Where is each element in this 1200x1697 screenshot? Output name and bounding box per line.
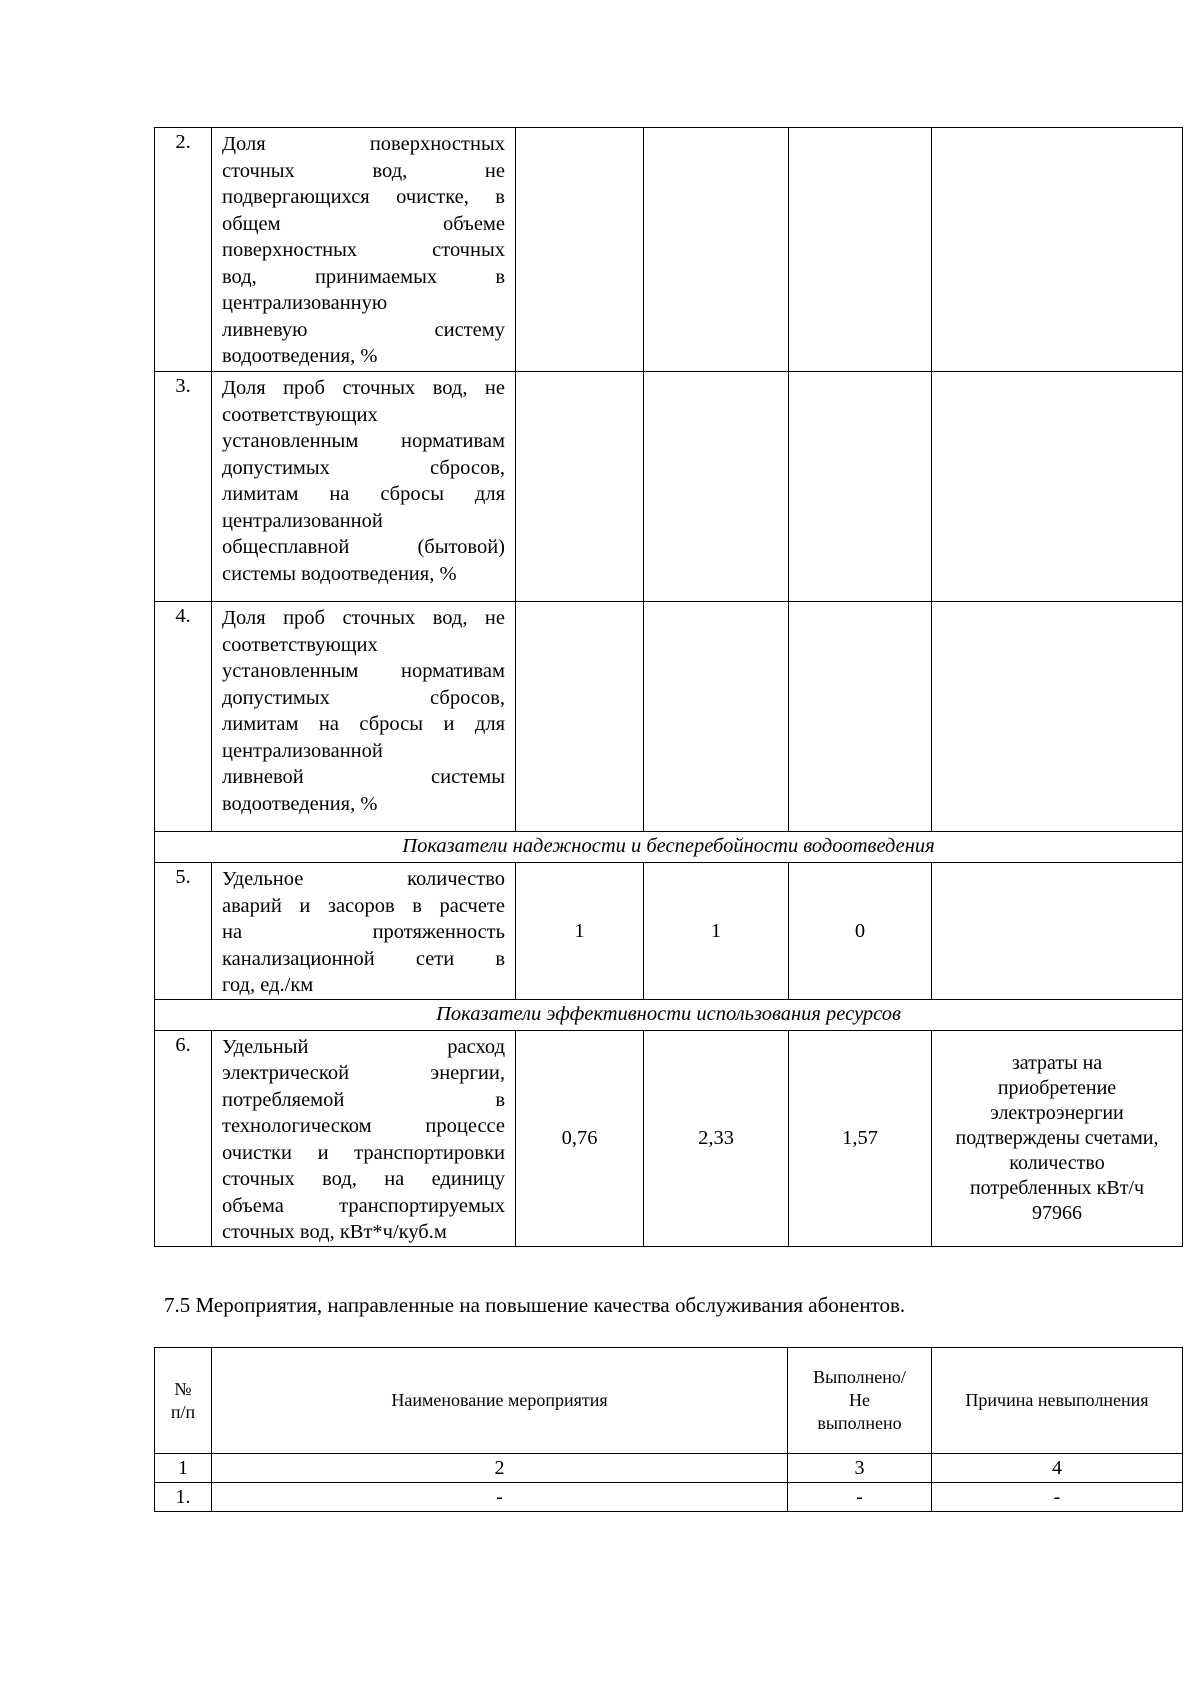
row-number: 6. <box>155 1030 212 1246</box>
column-number: 1 <box>155 1454 212 1483</box>
table-row <box>155 1483 1183 1512</box>
row-number: 1. <box>155 1483 212 1512</box>
section-title-efficiency: Показатели эффективности использования ресурсов <box>155 999 1183 1030</box>
indicator-name: Доля поверхностных сточных вод, не подвергающихся очистке, в общем объеме поверхностных сточных вод, принимаемых в централизованную ливневую систему водоотведения, % <box>212 128 516 372</box>
column-number-row <box>155 1454 1183 1483</box>
value-cell: 1 <box>516 863 644 1000</box>
indicator-name: Доля проб сточных вод, не соответствующих установленным нормативам допустимых сбросов, лимитам на сбросы для централизованной общесплавной (бытовой) системы водоотведения, % <box>212 372 516 602</box>
note-cell: затраты на приобретение электроэнергии подтверждены счетами, количество потребленных кВт/ч 97966 <box>932 1030 1183 1246</box>
value-cell <box>644 128 789 372</box>
header-done: Выполнено/ Не выполнено <box>788 1348 932 1454</box>
indicators-table <box>154 127 1183 1247</box>
table-row <box>155 372 1183 602</box>
row-number: 2. <box>155 128 212 372</box>
measure-reason: - <box>932 1483 1183 1512</box>
section-title-reliability: Показатели надежности и бесперебойности водоотведения <box>155 832 1183 863</box>
section-heading: 7.5 Мероприятия, направленные на повышение качества обслуживания абонентов. <box>164 1293 906 1317</box>
value-cell <box>789 128 932 372</box>
column-number: 3 <box>788 1454 932 1483</box>
header-num: № п/п <box>155 1348 212 1454</box>
value-cell: 1,57 <box>789 1030 932 1246</box>
header-row <box>155 1348 1183 1454</box>
note-cell <box>932 602 1183 832</box>
measures-table <box>154 1347 1183 1512</box>
note-cell <box>932 863 1183 1000</box>
table-row <box>155 1030 1183 1246</box>
indicator-name: Удельный расход электрической энергии, потребляемой в технологическом процессе очистки и транспортировки сточных вод, на единицу объема транспортируемых сточных вод, кВт*ч/куб.м <box>212 1030 516 1246</box>
column-number: 4 <box>932 1454 1183 1483</box>
value-cell: 0 <box>789 863 932 1000</box>
section-row <box>155 832 1183 863</box>
value-cell <box>644 602 789 832</box>
table-row <box>155 602 1183 832</box>
value-cell <box>516 602 644 832</box>
column-number: 2 <box>212 1454 788 1483</box>
value-cell <box>516 372 644 602</box>
row-number: 5. <box>155 863 212 1000</box>
indicator-name: Доля проб сточных вод, не соответствующих установленным нормативам допустимых сбросов, лимитам на сбросы и для централизованной ливневой системы водоотведения, % <box>212 602 516 832</box>
value-cell: 0,76 <box>516 1030 644 1246</box>
value-cell <box>644 372 789 602</box>
header-name: Наименование мероприятия <box>212 1348 788 1454</box>
note-cell <box>932 372 1183 602</box>
table-row <box>155 128 1183 372</box>
indicator-name: Удельное количество аварий и засоров в расчете на протяженность канализационной сети в год, ед./км <box>212 863 516 1000</box>
value-cell: 2,33 <box>644 1030 789 1246</box>
value-cell <box>516 128 644 372</box>
measure-done: - <box>788 1483 932 1512</box>
value-cell <box>789 602 932 832</box>
section-row <box>155 999 1183 1030</box>
table-row <box>155 863 1183 1000</box>
value-cell: 1 <box>644 863 789 1000</box>
value-cell <box>789 372 932 602</box>
row-number: 3. <box>155 372 212 602</box>
row-number: 4. <box>155 602 212 832</box>
header-reason: Причина невыполнения <box>932 1348 1183 1454</box>
note-cell <box>932 128 1183 372</box>
measure-name: - <box>212 1483 788 1512</box>
